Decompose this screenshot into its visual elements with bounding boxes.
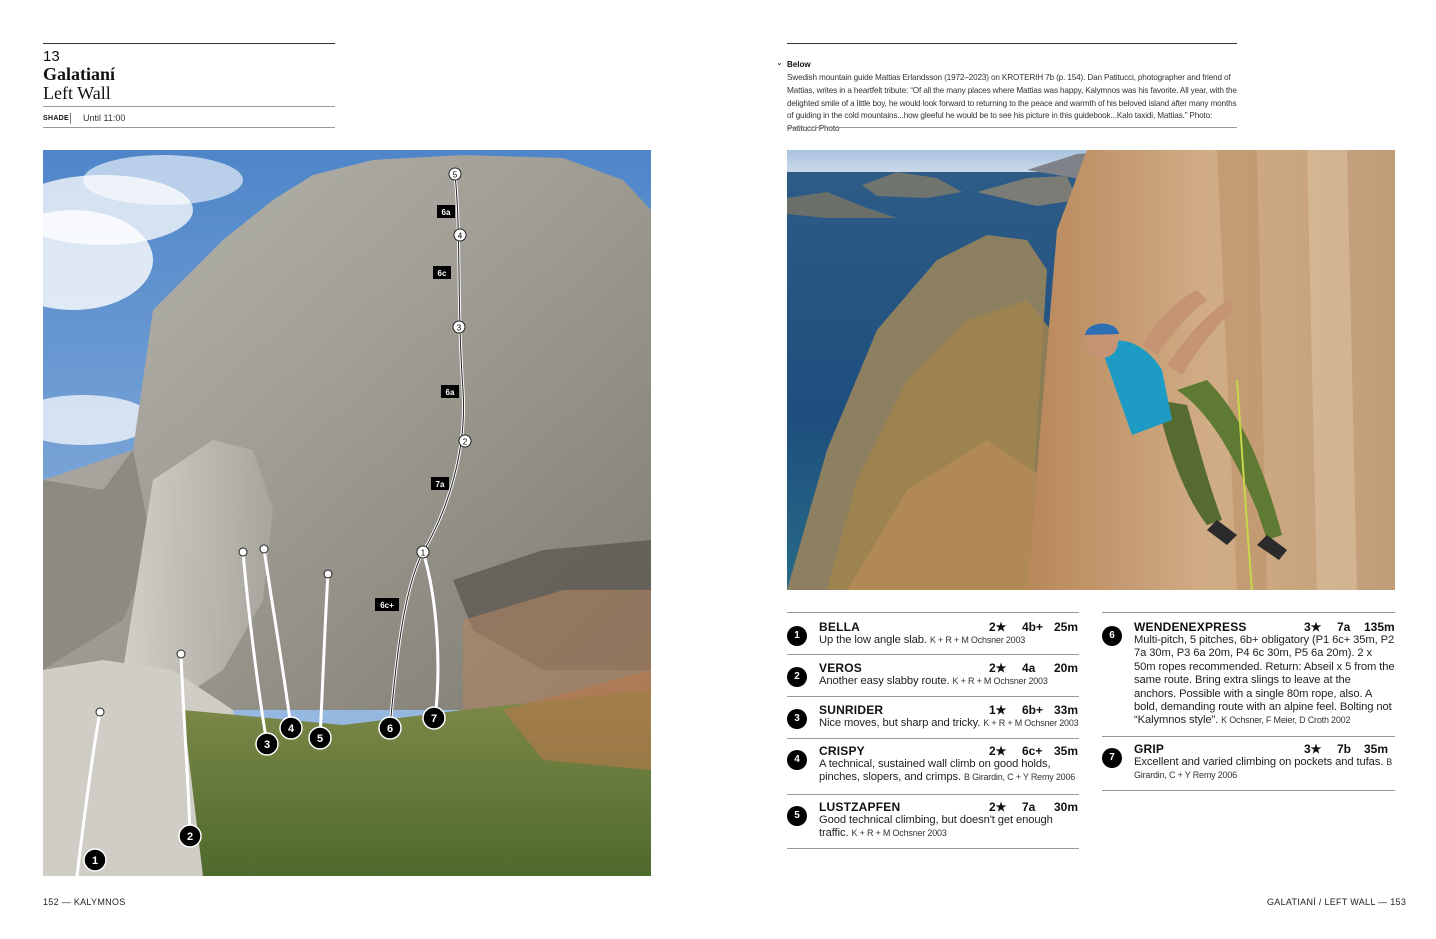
svg-text:4: 4: [457, 231, 463, 241]
route-description: Excellent and varied climbing on pockets and tufas.: [1134, 756, 1384, 768]
route-name: LUSTZAPFEN: [819, 800, 901, 814]
anchor-marker: [324, 570, 332, 578]
svg-text:3: 3: [456, 323, 462, 333]
route-grade: 4b+: [1022, 620, 1044, 634]
svg-text:6a: 6a: [445, 388, 455, 397]
svg-text:5: 5: [316, 733, 324, 745]
route-first-ascent: B Girardin, C + Y Remy 2006: [964, 772, 1076, 783]
route-marker: [379, 717, 401, 739]
route-stars: 3★: [1304, 620, 1322, 634]
topo-photo: [43, 150, 651, 876]
route-entry: [1102, 620, 1395, 728]
route-name: CRISPY: [819, 744, 865, 758]
route-stars: 2★: [989, 800, 1007, 814]
divider: [787, 738, 1079, 739]
route-entry: [787, 661, 1079, 688]
route-first-ascent: K + R + M Ochsner 2003: [851, 828, 947, 839]
route-entry: [787, 703, 1079, 730]
route-marker: [179, 825, 201, 847]
svg-text:6: 6: [386, 723, 394, 735]
route-grade: 6c+: [1022, 744, 1043, 758]
route-entry: [787, 744, 1079, 785]
route-first-ascent: K + R + M Ochsner 2003: [929, 635, 1026, 645]
svg-text:2: 2: [186, 831, 194, 843]
divider: [787, 848, 1079, 849]
belay-marker: [454, 229, 466, 241]
route-first-ascent: K + R + M Ochsner 2003: [952, 676, 1048, 686]
route-number-badge: 1: [787, 626, 807, 646]
photo-caption: Swedish mountain guide Mattias Erlandsson (1972–2023) on KROTERIH 7b (p. 154). Dan Patitucci, photographer and friend of Mattias, writes in a heartfelt tribute: “Of all the many places where Mattias was happy, Kalymnos was his favorite. All year, with the delighted smile of a little boy, he would look forward to returning to the peace and warmth of his beloved island after many months of guiding in the cold mountains...how gleeful he would be to see his picture in this guidebook...Kalo taxidi, Mattias.” Photo: Patitucci Photo: [787, 73, 1237, 134]
pitch-grade-label: [433, 266, 451, 279]
svg-text:7: 7: [430, 713, 438, 725]
route-entry: [1102, 742, 1395, 783]
svg-text:6a: 6a: [441, 208, 451, 217]
route-length: 35m: [1054, 744, 1079, 758]
pitch-grade-label: [437, 205, 455, 218]
divider: [70, 113, 71, 124]
anchor-marker: [177, 650, 185, 658]
climber-photo-svg: [787, 150, 1395, 590]
route-entry: [787, 620, 1079, 647]
belay-marker: [459, 435, 471, 447]
svg-text:2: 2: [462, 437, 468, 447]
route-number-badge: 3: [787, 709, 807, 729]
divider: [1102, 612, 1395, 613]
divider: [43, 106, 335, 107]
route-entry: [787, 800, 1079, 841]
climber-photo: [787, 150, 1395, 590]
route-name: GRIP: [1134, 742, 1165, 756]
topo-svg: [43, 150, 651, 876]
belay-marker: [417, 546, 429, 558]
divider: [787, 127, 1237, 128]
route-grade: 6b+: [1022, 703, 1044, 717]
belay-marker: [449, 168, 461, 180]
route-length: 30m: [1054, 800, 1079, 814]
svg-text:6c+: 6c+: [380, 601, 394, 610]
route-first-ascent: K + R + M Ochsner 2003: [983, 718, 1079, 728]
route-name: WENDENEXPRESS: [1134, 620, 1247, 634]
route-name: VEROS: [819, 661, 863, 675]
page-footer-right: GALATIANÍ / LEFT WALL — 153: [1267, 897, 1407, 907]
svg-text:1: 1: [91, 855, 99, 867]
divider: [787, 696, 1079, 697]
page-title: Galatianí: [43, 64, 116, 84]
route-stars: 3★: [1304, 742, 1322, 756]
route-marker: [423, 707, 445, 729]
route-first-ascent: B Girardin, C + Y Remy 2006: [1134, 757, 1393, 781]
route-marker: [84, 849, 106, 871]
route-grade: 7a: [1337, 620, 1351, 634]
route-description: Up the low angle slab.: [819, 634, 927, 646]
route-description: Nice moves, but sharp and tricky.: [819, 717, 981, 729]
route-length: 35m: [1364, 742, 1389, 756]
route-length: 33m: [1054, 703, 1079, 717]
anchor-marker: [96, 708, 104, 716]
route-name: SUNRIDER: [819, 703, 884, 717]
shade-label: SHADE: [43, 115, 70, 122]
route-length: 135m: [1364, 620, 1395, 634]
svg-text:6c: 6c: [437, 269, 447, 278]
svg-text:5: 5: [452, 170, 458, 180]
pitch-grade-label: [375, 598, 399, 611]
divider: [787, 794, 1079, 795]
route-stars: 2★: [989, 744, 1007, 758]
divider: [787, 654, 1079, 655]
route-first-ascent: K Ochsner, F Meier, D Croth 2002: [1221, 715, 1351, 726]
pitch-grade-label: [431, 477, 449, 490]
header-rule: [787, 43, 1237, 44]
route-number-badge: 4: [787, 750, 807, 770]
divider: [1102, 736, 1395, 737]
route-grade: 7a: [1022, 800, 1036, 814]
svg-text:4: 4: [287, 723, 295, 735]
svg-text:7a: 7a: [435, 480, 445, 489]
route-stars: 1★: [989, 703, 1007, 717]
anchor-marker: [239, 548, 247, 556]
shade-value: Until 11:00: [83, 113, 126, 123]
route-length: 20m: [1054, 661, 1079, 675]
route-description: Multi-pitch, 5 pitches, 6b+ obligatory (P1 6c+ 35m, P2 7a 30m, P3 6a 20m, P4 6c 30m, P5 6a 20m). 2 x 50m ropes recommended. Return: Abseil x 5 from the same route. Bring extra slings to leave at the anchors. Possible with a single 80m rope, also. A bold, demanding route with an alpine feel. Bolting not “Kalymnos style”.: [1134, 634, 1395, 727]
route-description: Good technical climbing, but doesn't get enough traffic.: [819, 814, 1053, 840]
anchor-marker: [260, 545, 268, 553]
route-length: 25m: [1054, 620, 1079, 634]
caption-heading: Below: [787, 60, 811, 69]
divider: [787, 612, 1079, 613]
page-footer-left: 152 — KALYMNOS: [43, 897, 126, 907]
route-grade: 7b: [1337, 742, 1352, 756]
divider: [1102, 790, 1395, 791]
route-stars: 2★: [989, 620, 1007, 634]
route-name: BELLA: [819, 620, 860, 634]
route-marker: [309, 727, 331, 749]
route-grade: 4a: [1022, 661, 1036, 675]
svg-text:3: 3: [263, 739, 271, 751]
route-marker: [256, 733, 278, 755]
pitch-grade-label: [441, 385, 459, 398]
chevron-down-icon: ⌄: [776, 58, 783, 67]
divider: [43, 127, 335, 128]
route-marker: [280, 717, 302, 739]
belay-marker: [453, 321, 465, 333]
route-stars: 2★: [989, 661, 1007, 675]
route-number-badge: 2: [787, 667, 807, 687]
sector-number: 13: [43, 48, 60, 65]
route-number-badge: 7: [1102, 748, 1122, 768]
route-number-badge: 5: [787, 806, 807, 826]
route-number-badge: 6: [1102, 626, 1122, 646]
header-rule: [43, 43, 335, 44]
page-subtitle: Left Wall: [43, 83, 111, 103]
route-description: Another easy slabby route.: [819, 675, 950, 687]
svg-text:1: 1: [420, 548, 426, 558]
route-description: A technical, sustained wall climb on good holds, pinches, slopers, and crimps.: [819, 758, 1051, 784]
